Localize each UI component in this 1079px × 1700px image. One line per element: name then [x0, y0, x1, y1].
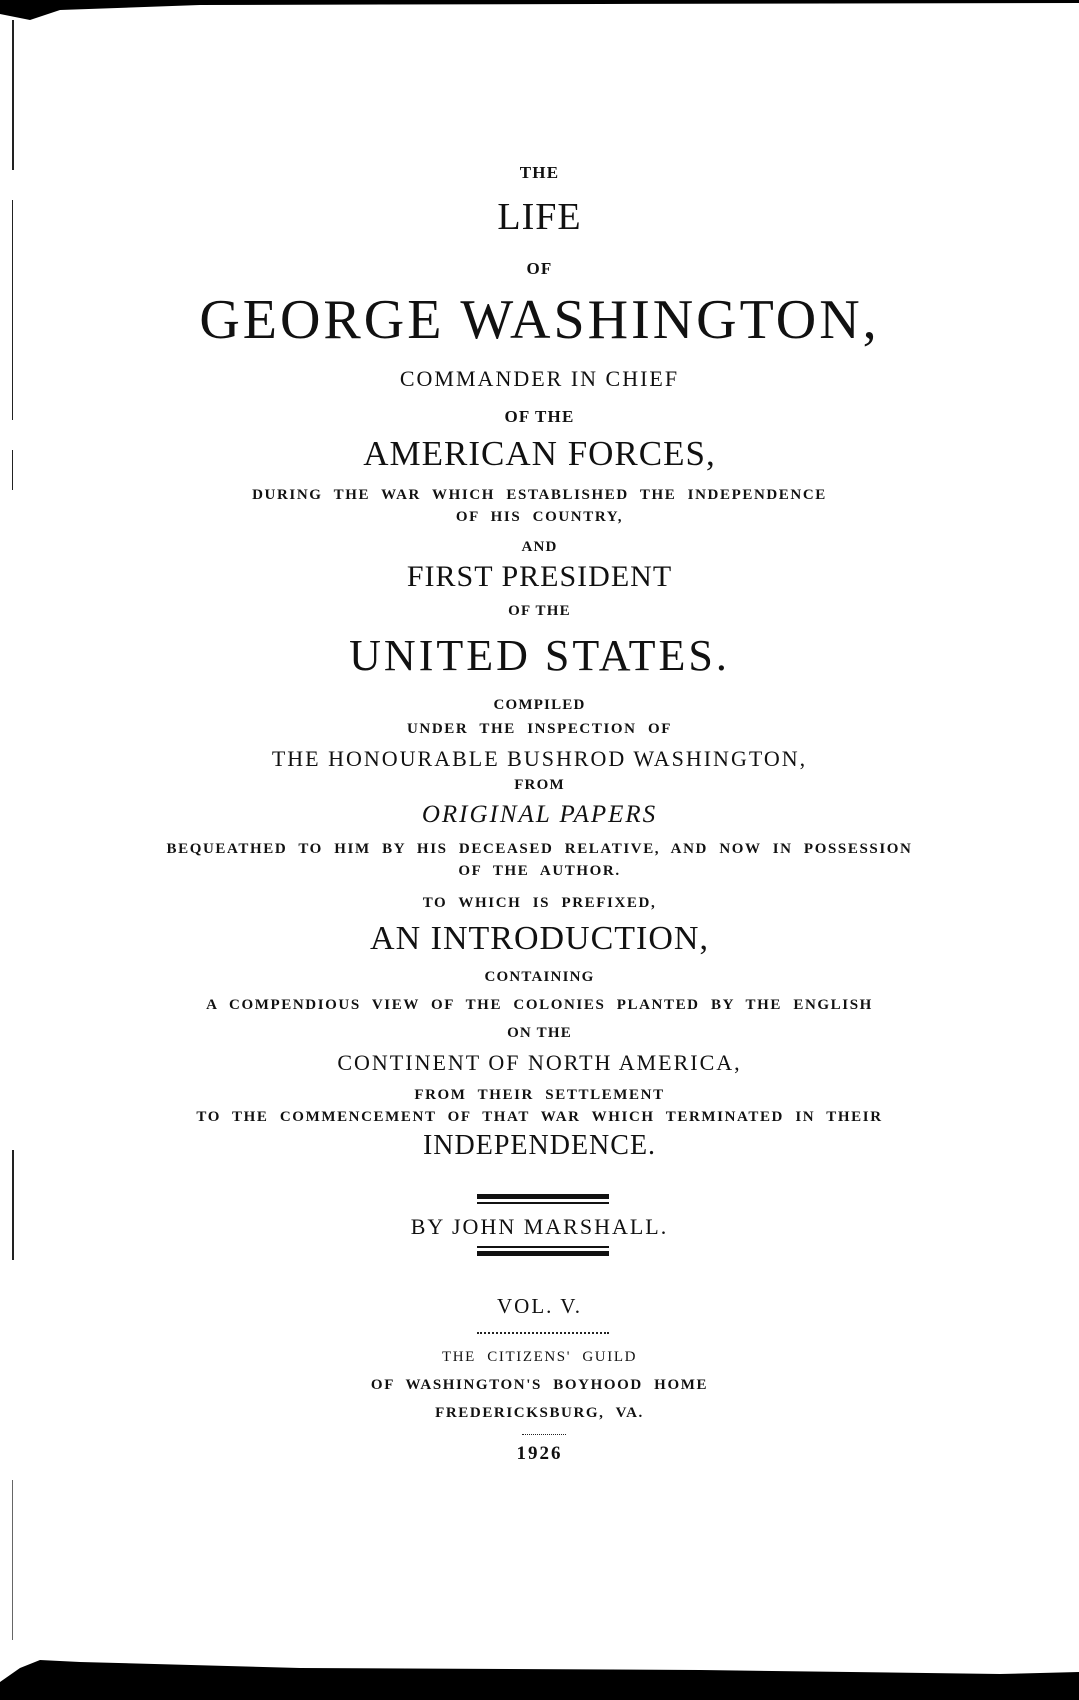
title-of-the-2: OF THE [508, 603, 571, 619]
title-settlement: FROM THEIR SETTLEMENT [414, 1087, 665, 1103]
title-commencement: TO THE COMMENCEMENT OF THAT WAR WHICH TERMINATED IN THEIR [196, 1109, 883, 1125]
publisher-line-1: THE CITIZENS' GUILD [441, 1349, 638, 1365]
title-commander: COMMANDER IN CHIEF [399, 366, 680, 391]
title-continent: CONTINENT OF NORTH AMERICA, [337, 1050, 742, 1075]
title-and: AND [521, 539, 558, 555]
title-united-states: UNITED STATES. [349, 631, 730, 680]
volume-number: VOL. V. [497, 1294, 582, 1318]
title-introduction: AN INTRODUCTION, [370, 920, 709, 957]
title-bequeathed-line-1: BEQUEATHED TO HIM BY HIS DECEASED RELATIVE, AND NOW IN POSSESSION [166, 841, 913, 857]
title-from: FROM [514, 777, 565, 793]
title-compendious: A COMPENDIOUS VIEW OF THE COLONIES PLANTED BY THE ENGLISH [206, 997, 873, 1013]
margin-mark [12, 20, 14, 170]
title-life: LIFE [497, 196, 582, 238]
double-rule-top [477, 1194, 609, 1199]
title-of-the: OF THE [504, 407, 575, 426]
double-rule-top-thin [477, 1202, 609, 1204]
title-independence: INDEPENDENCE. [422, 1130, 657, 1161]
double-rule-bottom [477, 1251, 609, 1256]
dotted-rule-short [522, 1434, 566, 1435]
title-compiled: COMPILED [493, 697, 586, 713]
title-original-papers: ORIGINAL PAPERS [421, 801, 658, 828]
title-during-line-2: OF HIS COUNTRY, [455, 509, 624, 525]
publication-year: 1926 [516, 1443, 563, 1464]
title-first-president: FIRST PRESIDENT [406, 560, 673, 593]
scan-top-edge [0, 0, 1079, 22]
title-bushrod: THE HONOURABLE BUSHROD WASHINGTON, [271, 746, 808, 771]
author-line: BY JOHN MARSHALL. [410, 1214, 669, 1239]
title-subject-name: GEORGE WASHINGTON, [199, 289, 880, 351]
title-bequeathed-line-2: OF THE AUTHOR. [458, 863, 621, 879]
publisher-line-2: OF WASHINGTON'S BOYHOOD HOME [370, 1377, 709, 1393]
title-american-forces: AMERICAN FORCES, [363, 434, 716, 473]
scan-bottom-edge [0, 1652, 1079, 1700]
dotted-rule [477, 1332, 609, 1334]
margin-mark [12, 1480, 13, 1640]
title-prefixed: TO WHICH IS PREFIXED, [422, 895, 657, 911]
publisher-place: FREDERICKSBURG, VA. [435, 1405, 644, 1421]
title-of: OF [526, 259, 553, 278]
title-on-the: ON THE [507, 1025, 572, 1041]
title-containing: CONTAINING [484, 969, 595, 985]
double-rule-bottom-thin [477, 1246, 609, 1248]
title-under-inspection: UNDER THE INSPECTION OF [407, 721, 672, 737]
margin-mark [12, 1150, 14, 1260]
title-during-line-1: DURING THE WAR WHICH ESTABLISHED THE INDEPENDENCE [252, 487, 827, 503]
title-the: THE [519, 163, 560, 182]
